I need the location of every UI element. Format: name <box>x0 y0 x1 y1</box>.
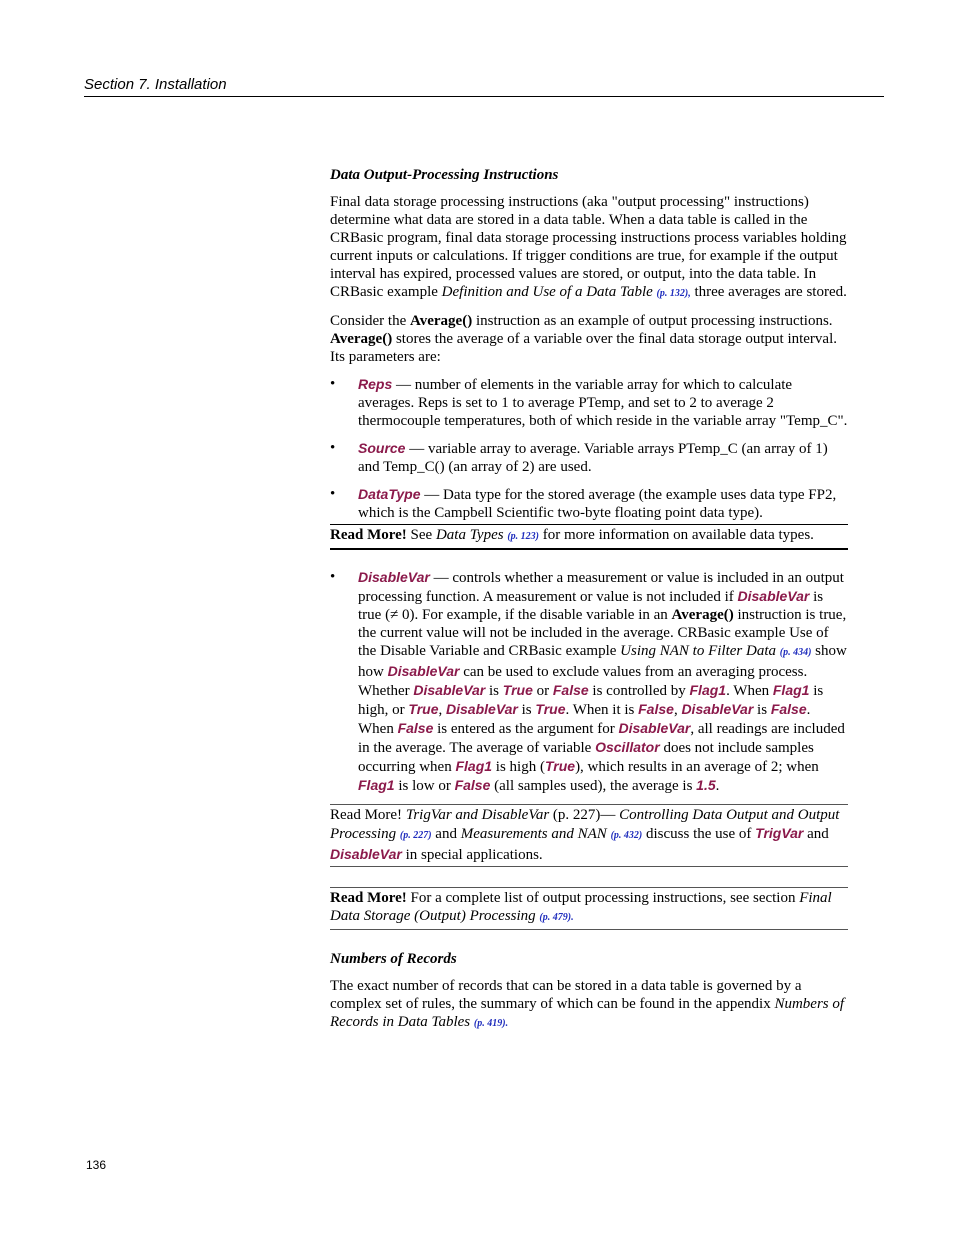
keyword: True <box>502 682 533 698</box>
text: , <box>673 702 682 718</box>
section-title: Section 7. Installation <box>84 76 227 93</box>
keyword: DisableVar <box>387 663 460 679</box>
list-item-disablevar <box>330 568 848 795</box>
text: , <box>438 702 447 718</box>
text: is controlled by <box>588 683 690 699</box>
text: instruction is true, the current value will not be included in the average. CRBasic example Use of the Disable Variable and CRBasic example <box>358 607 847 659</box>
text: instruction as an example of output processing instructions. <box>472 313 833 329</box>
keyword: Flag1 <box>689 682 727 698</box>
keyword: False <box>770 701 807 717</box>
text: three averages are stored. <box>690 284 847 300</box>
page-ref[interactable]: (p. 434) <box>779 647 812 658</box>
text: is entered as the argument for <box>433 721 619 737</box>
keyword: False <box>454 777 491 793</box>
page-ref[interactable]: (p. 479). <box>539 912 574 923</box>
bullet-icon: • <box>330 486 336 502</box>
text: is high, or <box>358 683 824 718</box>
text: See <box>406 527 436 543</box>
keyword: DisableVar <box>737 588 810 604</box>
page-ref[interactable]: (p. 132), <box>656 288 691 299</box>
read-more-output-list <box>330 887 848 930</box>
text: stores the average of a variable over the final data storage output interval. Its parameters are: <box>330 331 838 365</box>
keyword: 1.5 <box>696 777 716 793</box>
text: Consider the <box>330 313 410 329</box>
text: . When <box>726 683 773 699</box>
text: does not include samples occurring when <box>358 740 814 775</box>
keyword: TrigVar <box>755 825 804 841</box>
list-item-reps <box>330 375 848 430</box>
keyword: Flag1 <box>772 682 810 698</box>
page-ref[interactable]: (p. 227) <box>399 830 432 841</box>
list-item-source <box>330 439 848 476</box>
text: . When it is <box>565 702 639 718</box>
text: is true (≠ 0). For example, if the disable variable in an <box>358 589 824 623</box>
text: for more information on available data types. <box>539 527 814 543</box>
link-measurements-nan[interactable]: Measurements and NAN <box>460 826 607 842</box>
text: — variable array to average. Variable arrays PTemp_C (an array of 1) and Temp_C() (an array of 2) are used. <box>358 441 828 475</box>
keyword: DataType <box>358 486 421 502</box>
bullet-icon: • <box>330 440 336 456</box>
text: and <box>803 826 829 842</box>
keyword: True <box>535 701 566 717</box>
text: discuss the use of <box>642 826 756 842</box>
read-more-label: Read More! <box>330 527 407 543</box>
text: . <box>715 778 720 794</box>
keyword: DisableVar <box>446 701 518 717</box>
link-definition-data-table[interactable]: Definition and Use of a Data Table <box>441 284 653 300</box>
page-ref[interactable]: (p. 123) <box>507 531 540 542</box>
keyword: DisableVar <box>413 682 486 698</box>
parameter-list <box>330 375 848 522</box>
bullet-icon: • <box>330 569 336 585</box>
keyword: Source <box>358 440 406 456</box>
keyword: DisableVar <box>681 701 754 717</box>
text: For a complete list of output processing instructions, see section <box>406 890 800 906</box>
paragraph-records <box>330 977 848 1033</box>
running-header <box>84 76 884 97</box>
text: — controls whether a measurement or value is included in an output processing function. A measurement or value is not included if <box>358 570 844 605</box>
read-more-label: Read More! <box>330 890 407 906</box>
text: or <box>532 683 553 699</box>
text: (p. 227)— <box>549 807 620 823</box>
text: — Data type for the stored average (the example uses data type FP2, which is the Campbell Scientific two-byte floating point data type). <box>358 487 837 521</box>
keyword: False <box>638 701 674 717</box>
bullet-icon: • <box>330 376 336 392</box>
text: is <box>485 683 503 699</box>
link-using-nan[interactable]: Using NAN to Filter Data <box>620 643 776 659</box>
paragraph-average <box>330 312 848 366</box>
keyword: True <box>544 758 576 774</box>
keyword: False <box>397 720 434 736</box>
link-data-types[interactable]: Data Types <box>435 527 504 543</box>
paragraph-intro <box>330 193 848 303</box>
list-item-datatype <box>330 485 848 522</box>
page-ref[interactable]: (p. 432) <box>610 830 643 841</box>
keyword: DisableVar <box>330 846 402 862</box>
read-more-trigvar <box>330 804 848 867</box>
text: ), which results in an average of 2; when <box>575 759 819 775</box>
keyword: Oscillator <box>595 739 660 755</box>
main-content <box>330 166 848 1042</box>
heading-data-output-processing: Data Output-Processing Instructions <box>330 167 559 183</box>
text: is <box>517 702 536 718</box>
bold-average: Average() <box>671 607 734 623</box>
text: and <box>431 826 461 842</box>
bold-average: Average() <box>410 313 473 329</box>
link-final-data-storage[interactable]: Final Data Storage (Output) Processing <box>330 890 832 924</box>
text: show how <box>358 643 847 680</box>
keyword: True <box>408 701 439 717</box>
keyword: DisableVar <box>618 720 691 736</box>
text: (all samples used), the average is <box>490 778 697 794</box>
text: The exact number of records that can be stored in a data table is governed by a complex set of rules, the summary of which can be found in the appendix <box>330 978 802 1012</box>
text: , all readings are included in the average. The average of variable <box>358 721 845 756</box>
keyword: Reps <box>358 376 393 392</box>
link-trigvar-disablevar[interactable]: TrigVar and DisableVar <box>405 807 550 823</box>
text: is high ( <box>492 759 545 775</box>
keyword: DisableVar <box>358 569 430 585</box>
link-numbers-of-records[interactable]: Numbers of Records in Data Tables <box>330 996 845 1030</box>
keyword: False <box>552 682 589 698</box>
text: is <box>753 702 771 718</box>
text: Final data storage processing instructions (aka "output processing" instructions) determine what data are stored in a data table. When a data table is called in the CRBasic program, final data storage processing instructions process variables holding current inputs or calculations. If trigger conditions are true, for example if the output interval has expired, processed values are stored, or output, into the data table. In CRBasic example <box>330 194 847 300</box>
heading-numbers-of-records: Numbers of Records <box>330 951 457 967</box>
page-number: 136 <box>86 1158 107 1172</box>
text: Read More! <box>330 807 406 823</box>
keyword: Flag1 <box>358 777 395 793</box>
parameter-list-2 <box>330 568 848 795</box>
page-ref[interactable]: (p. 419). <box>473 1018 509 1029</box>
keyword: Flag1 <box>455 758 493 774</box>
bold-average: Average() <box>330 331 393 347</box>
text: — number of elements in the variable array for which to calculate averages. Reps is set to 1 to average PTemp, and set to 2 to average 2 thermocouple temperatures, both of which reside in the variable array "Temp_C". <box>358 377 848 429</box>
text: in special applications. <box>401 847 543 863</box>
read-more-data-types <box>330 524 848 550</box>
text: is low or <box>394 778 455 794</box>
text: can be used to exclude values from an averaging process. Whether <box>358 664 808 699</box>
text: . When <box>358 702 811 737</box>
link-controlling-output[interactable]: Controlling Data Output and Output Processing <box>330 807 840 842</box>
